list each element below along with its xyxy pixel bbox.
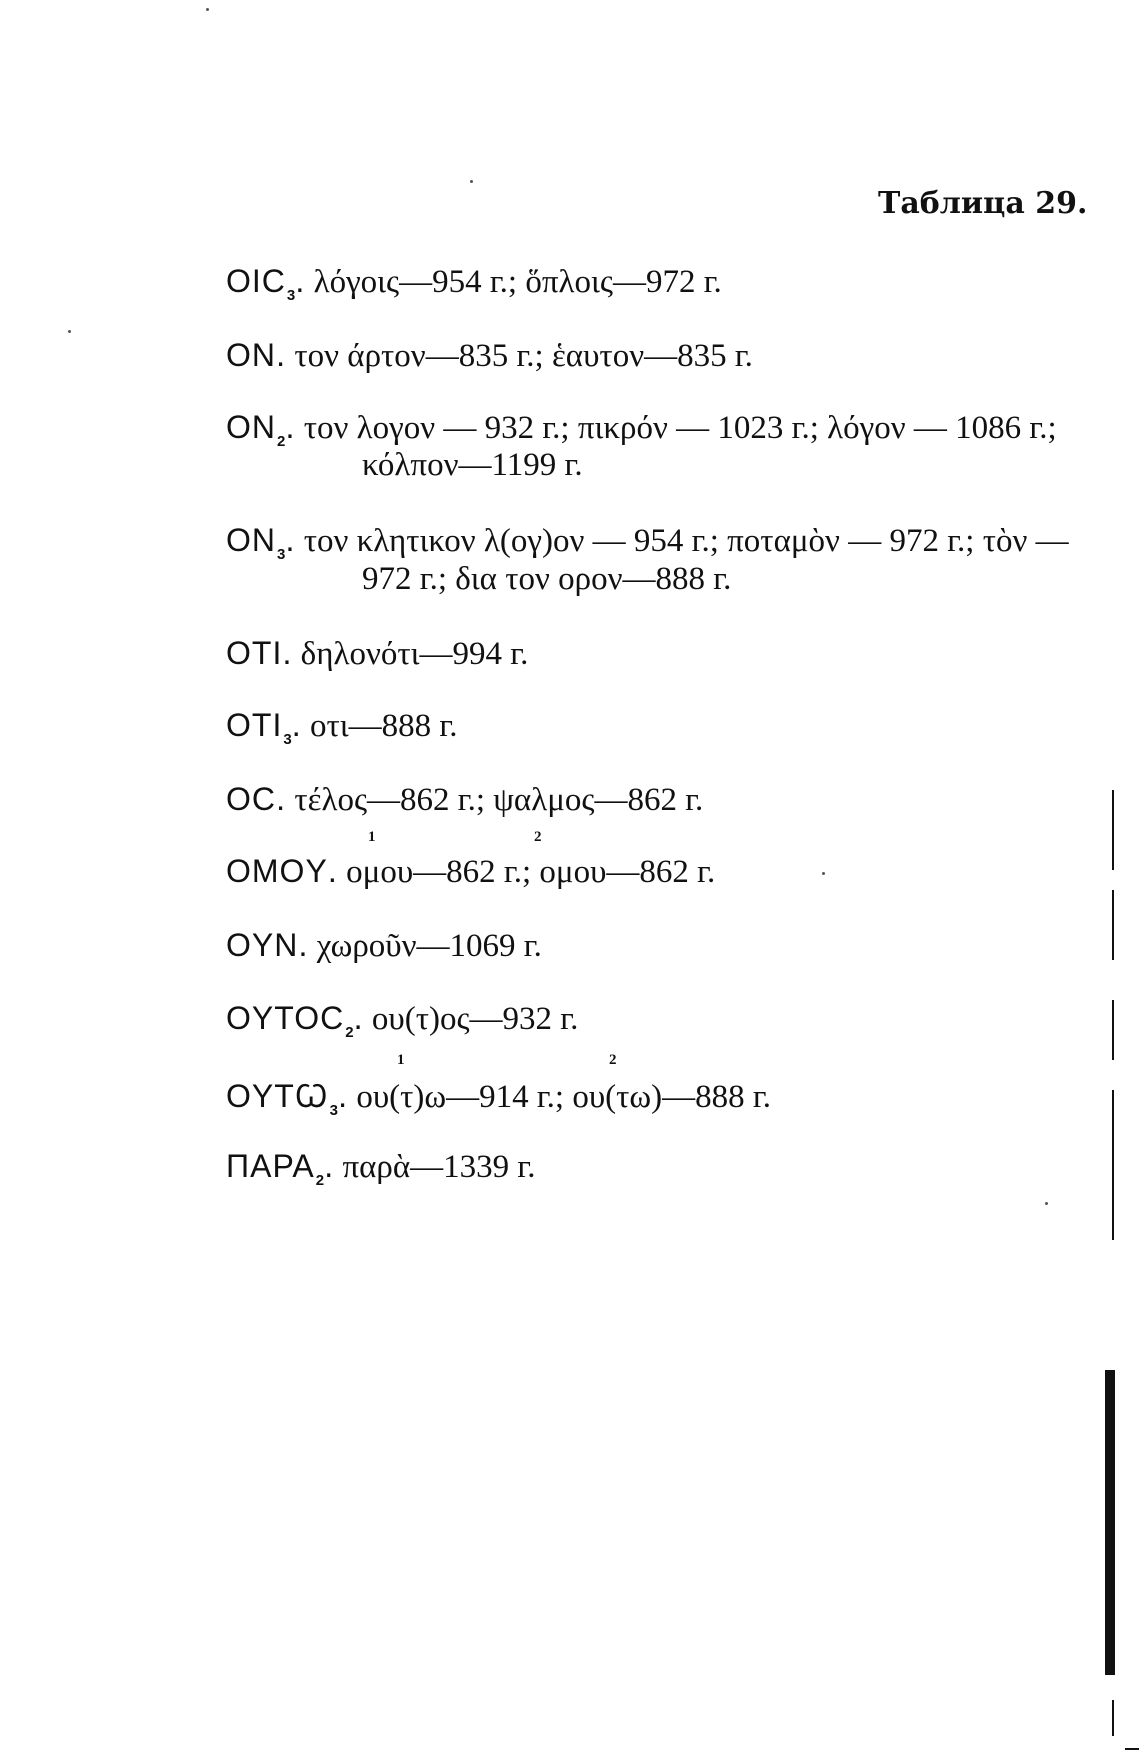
entry-text: τέλος—862 г.; ψαλμος—862 г.: [294, 782, 704, 818]
scan-speck: [206, 8, 209, 11]
entry-text: οτι—888 г.: [310, 708, 458, 744]
entry-oytw3: OYTꞶ$_3$. ου(τ)ω—914 г.; ου(τω)—888 г.: [226, 1077, 771, 1119]
entry-head: ON: [226, 337, 276, 373]
scan-edge-line: [1112, 790, 1114, 870]
entry-oc: OC. τέλος—862 г.; ψαλμος—862 г.: [226, 780, 704, 818]
entry-head-subscript: 3: [277, 546, 286, 563]
scan-edge-line: [1112, 1090, 1114, 1240]
entry-para2: $\Pi APA_2$. παρὰ—1339 г.: [226, 1147, 536, 1189]
entry-text: χωροῦν—1069 г.: [316, 928, 542, 964]
entry-oyn: OYN. χωροῦν—1069 г.: [226, 926, 542, 964]
scan-speck: [470, 180, 473, 183]
entry-head: OYN: [226, 927, 299, 963]
entry-on: ON. τον άρτον—835 г.; ἑαυτον—835 г.: [226, 336, 753, 374]
page-title: Таблица 29.: [878, 186, 1088, 221]
scan-edge-dash: [1125, 1748, 1139, 1750]
variant-marker: 1: [397, 1052, 405, 1068]
entry-oic3: $OIC_3$. λόγοις—954 г.; ὅπλοις—972 г.: [226, 262, 722, 304]
entry-text: τον άρτον—835 г.; ἑαυτον—835 г.: [294, 338, 753, 374]
entry-head-subscript: 3: [283, 731, 292, 748]
entry-continuation: κόλπον—1199 г.: [362, 447, 583, 483]
entry-head: ON: [226, 409, 276, 445]
entry-head: ON: [226, 522, 276, 558]
entry-head-subscript: 2: [315, 1172, 325, 1189]
entry-omoy: OMOY. ομου—862 г.; ομου—862 г.: [226, 852, 716, 890]
entry-text: τον κλητικον λ(ογ)ον — 954 г.; ποταμὸν — 972 г.; τὸν —: [303, 523, 1069, 559]
entry-head-subscript: 3: [286, 287, 296, 304]
entry-head: OC: [226, 781, 276, 817]
entry-text: παρὰ—1339 г.: [342, 1149, 536, 1185]
entry-text: λόγοις—954 г.; ὅπλοις—972 г.: [313, 264, 722, 300]
scan-edge-bar: [1105, 1370, 1115, 1675]
scan-speck: [68, 330, 71, 333]
entry-oti: OTI. δηλονότι—994 г.: [226, 634, 529, 672]
variant-marker: 2: [609, 1052, 617, 1068]
entry-on2: $ON_2$. τον λογον — 932 г.; πικρόν — 1023 г.; λόγον — 1086 г.;: [226, 408, 1057, 450]
entry-head: OYTꞶ: [226, 1078, 329, 1114]
scan-speck: [822, 872, 825, 875]
entry-oytoc2: $OYTOC_2$. ου(τ)ος—932 г.: [226, 999, 579, 1041]
entry-head-subscript: 3: [329, 1102, 338, 1119]
scan-edge-line: [1112, 1000, 1114, 1060]
scan-edge-line: [1112, 890, 1114, 960]
variant-marker: 1: [368, 829, 376, 845]
scan-edge-line: [1112, 1700, 1114, 1736]
entry-head: OTI: [226, 635, 283, 671]
entry-text: ου(τ)ω—914 г.; ου(τω)—888 г.: [356, 1079, 771, 1115]
entry-head-subscript: 2: [277, 433, 286, 450]
entry-head-subscript: 2: [345, 1024, 354, 1041]
entry-continuation: 972 г.; δια τον ορον—888 г.: [362, 561, 732, 597]
entry-on3: $ON_3$. τον κλητικον λ(ογ)ον — 954 г.; ποταμὸν — 972 г.; τὸν —: [226, 521, 1069, 563]
entry-text: τον λογον — 932 г.; πικρόν — 1023 г.; λόγον — 1086 г.;: [303, 410, 1057, 446]
scan-speck: [1045, 1202, 1048, 1205]
entry-text: ου(τ)ος—932 г.: [371, 1001, 579, 1037]
entry-text: δηλονότι—994 г.: [300, 636, 529, 672]
entry-oti3: $OTI_3$. οτι—888 г.: [226, 706, 458, 748]
entry-head: OTI: [226, 707, 283, 743]
entry-head: OIC: [226, 263, 286, 299]
entry-head: OYTOC: [226, 1000, 345, 1036]
entry-text: ομου—862 г.; ομου—862 г.: [346, 854, 716, 890]
entry-head: OMOY: [226, 853, 328, 889]
entry-head: ΠΑΡΑ: [226, 1148, 315, 1184]
variant-marker: 2: [534, 829, 542, 845]
